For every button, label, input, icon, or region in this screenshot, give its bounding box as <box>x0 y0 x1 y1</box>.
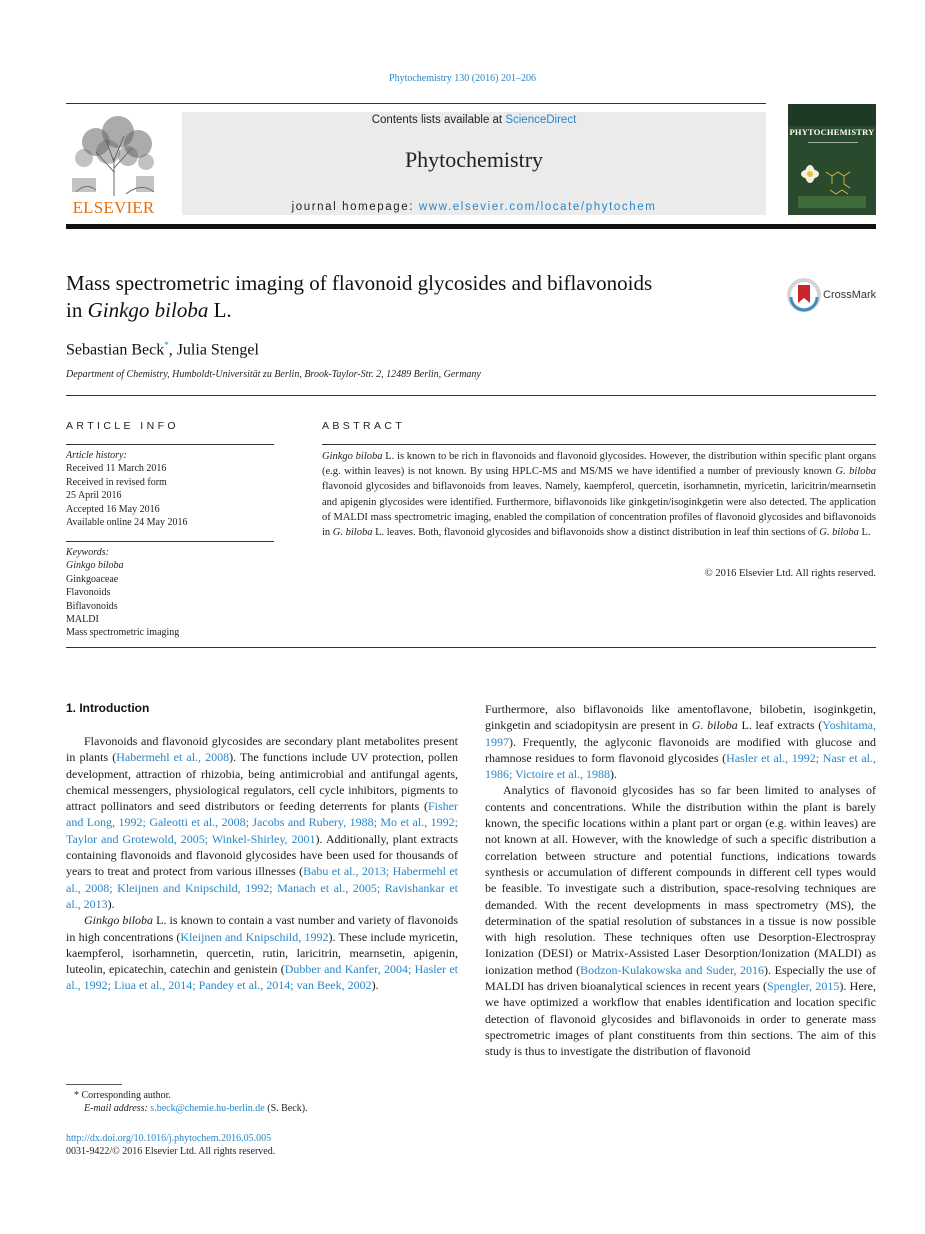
doi-link[interactable]: http://dx.doi.org/10.1016/j.phytochem.2016.05.005 <box>66 1133 272 1144</box>
author-list <box>66 340 259 359</box>
homepage-link[interactable]: www.elsevier.com/locate/phytochem <box>418 201 657 213</box>
abstract-copyright: © 2016 Elsevier Ltd. All rights reserved. <box>704 568 876 579</box>
text-run: Furthermore, also biflavonoids like amentoflavone, bilobetin, isoginkgetin, ginkgetin and sciadopitysin are present in <box>485 702 876 733</box>
email-suffix: (S. Beck). <box>264 1103 308 1115</box>
text-run: ). The functions include UV protection, pollen development, attraction of rhizobia, being antimicrobial and antifungal agents, chemical messengers, physiological regulators, cell cycle inhibitors, pigments to attract pollinators and seed distributors or feeding deterrents for plants ( <box>66 750 458 814</box>
author-separator: , <box>168 341 177 359</box>
citation-link[interactable]: Kleijnen and Knipschild, 1992 <box>180 929 329 944</box>
history-item: Available online 24 May 2016 <box>66 517 188 529</box>
citation-link[interactable]: Spengler, 2015 <box>766 979 840 994</box>
citation-link[interactable]: Habermehl et al., 2008 <box>116 750 230 765</box>
contents-prefix: Contents lists available at <box>371 114 506 126</box>
left-column <box>66 733 458 994</box>
citation-link[interactable]: Dubber and Kanfer, 2004; Hasler et al., 1992; Liua et al., 2014; Pandey et al., 2014; van Beek, 2002 <box>66 962 458 993</box>
keyword-item: Mass spectrometric imaging <box>66 627 180 639</box>
issn-line: 0031-9422/© 2016 Elsevier Ltd. All rights reserved. <box>66 1146 276 1158</box>
cover-flower-icon <box>796 160 868 210</box>
text-run: ). These include myricetin, kaempferol, isorhamnetin, quercetin, rutin, laricitrin, mearnsetin, apigenin, luteolin, epicatechin, catechin and genistein ( <box>66 929 458 977</box>
history-item: Received in revised form <box>66 476 167 488</box>
keyword-item: Biflavonoids <box>66 600 118 612</box>
corresponding-mark[interactable]: * <box>164 340 169 350</box>
sciencedirect-link[interactable]: ScienceDirect <box>505 114 577 126</box>
body-top-rule <box>66 647 876 648</box>
text-run: ). <box>610 767 618 782</box>
keywords-rule <box>66 541 274 542</box>
affiliation: Department of Chemistry, Humboldt-Universität zu Berlin, Brook-Taylor-Str. 2, 12489 Berlin, Germany <box>66 369 481 380</box>
text-run: L. leaf extracts ( <box>737 718 823 733</box>
section-title-introduction: 1. Introduction <box>66 701 150 715</box>
publisher-wordmark: ELSEVIER <box>72 198 155 217</box>
author-beck[interactable]: Sebastian Beck <box>66 341 165 359</box>
abstract-text <box>322 449 876 540</box>
species-name: Ginkgo biloba <box>84 913 154 928</box>
text-run: ). Additionally, plant extracts containing flavonoids and flavonoid glycosides have been used for thousands of years to treat and protect from various illnesses ( <box>66 831 458 879</box>
contents-line <box>182 114 766 126</box>
keyword-item: Flavonoids <box>66 587 111 599</box>
email-note <box>66 1102 308 1115</box>
paragraph <box>485 701 876 782</box>
abstract-species: G. biloba <box>819 527 859 539</box>
abstract-text-part: L. <box>858 527 871 539</box>
title-prefix: in <box>66 298 88 322</box>
crossmark-label[interactable]: CrossMark <box>823 289 877 301</box>
history-item: Received 11 March 2016 <box>66 463 167 475</box>
keyword-item: MALDI <box>66 614 99 626</box>
crossmark-icon[interactable] <box>786 277 822 313</box>
abstract-species: Ginkgo biloba <box>322 451 383 462</box>
abstract-species: G. biloba <box>332 527 373 539</box>
title-line-1: Mass spectrometric imaging of flavonoid glycosides and biflavonoids <box>66 271 653 295</box>
footnote-rule <box>66 1084 122 1085</box>
title-line-2 <box>66 297 766 324</box>
email-label: E-mail address: <box>84 1103 151 1115</box>
paragraph <box>485 782 876 1059</box>
keywords <box>66 546 274 640</box>
footnote <box>66 1089 308 1116</box>
footnote-mark: * <box>74 1090 79 1101</box>
footnote-text: Corresponding author. <box>79 1090 171 1101</box>
citation-link[interactable]: Babu et al., 2013; Habermehl et al., 2008; Kleijnen and Knipschild, 1992; Manach et al., 2005; Ravishankar et al., 2013 <box>66 864 458 911</box>
species-name: G. biloba <box>691 718 738 733</box>
history-item: Accepted 16 May 2016 <box>66 503 160 515</box>
article-title <box>66 270 766 324</box>
corresponding-author-note <box>66 1089 308 1102</box>
abstract-text-part: L. is known to be rich in flavonoids and flavonoid glycosides. However, the distribution within specific plant organs (e.g. within leaves) is not known. By using HPLC-MS and MS/MS we have identified a number of previously known <box>322 451 877 478</box>
keyword-item: Ginkgo biloba <box>66 560 124 572</box>
keywords-label: Keywords: <box>66 547 109 558</box>
keyword-item: Ginkgoaceae <box>66 573 119 585</box>
history-label: Article history: <box>66 450 127 461</box>
cover-band <box>788 104 876 126</box>
author-stengel[interactable]: Julia Stengel <box>176 341 259 359</box>
abstract-text-part: L. leaves. Both, flavonoid glycosides and biflavonoids show a distinct distribution in leaf thin sections of <box>372 527 820 539</box>
citation-link[interactable]: Yoshitama, 1997 <box>485 718 876 749</box>
text-run: ). Especially the use of MALDI has driven bioanalytical sciences in recent years ( <box>485 962 876 994</box>
journal-homepage <box>182 201 766 213</box>
masthead-thick-rule <box>66 224 876 229</box>
title-suffix: L. <box>208 298 232 322</box>
email-link[interactable]: s.beck@chemie.hu-berlin.de <box>150 1103 265 1115</box>
header-rule <box>66 103 766 104</box>
homepage-prefix: journal homepage: <box>291 201 419 213</box>
text-run: Analytics of flavonoid glycosides has so far been limited to analyses of contents and concentrations. While the distribution within the plant is barely known, the specific locations within a plant part or organ (e.g. within leaves) are not known at all. However, with the knowledge of such a specific distribution a correlation between structure and potential functions, indications towards synthesis or accumulation of different compounds in different cell types would be feasible. To investigate such a distribution, space-resolving techniques are demanded. With the recent developments in mass spectrometry (MS), the determination of the spatial resolution of substances in a tissue is now possible with high resolution. These techniques often use Desorption-Electrospray Ionization (DESI) or Matrix-Assisted Laser Desorption/Ionization (MALDI) as ionization method ( <box>485 783 876 977</box>
text-run: ). <box>107 896 115 911</box>
abstract-text-part: flavonoid glycosides and biflavonoids from leaves. Namely, kaempferol, quercetin, isorhamnetin, myricetin, laricitrin/mearnsetin and apigenin glycosides were identified. Furthermore, biflavonoids like ginkgetin/isoginkgetin were also detected. The application of MALDI mass spectrometric imaging, enabled the compilation of concentration profiles of flavonoid glycosides and biflavonoids in <box>322 481 876 539</box>
citation-link[interactable]: Bodzon-Kulakowska and Suder, 2016 <box>580 962 765 977</box>
text-run: ). Frequently, the aglyconic flavonoids are modified with glucose and rhamnose residues to form flavonoid glycosides ( <box>485 734 876 765</box>
cover-title: PHYTOCHEMISTRY <box>789 127 875 137</box>
history-item: 25 April 2016 <box>66 490 122 502</box>
text-run: ). <box>371 978 379 993</box>
article-info-rule <box>66 444 274 445</box>
paragraph <box>66 912 458 993</box>
title-species: Ginkgo biloba <box>87 298 209 322</box>
text-run: L. is known to contain a vast number and variety of flavonoids in high concentrations ( <box>66 913 459 944</box>
abstract-species: G. biloba <box>835 466 876 478</box>
journal-citation[interactable]: Phytochemistry 130 (2016) 201–206 <box>389 73 536 84</box>
paragraph <box>66 733 458 912</box>
doi-block <box>66 1132 275 1159</box>
article-history <box>66 449 274 529</box>
journal-cover <box>788 104 876 215</box>
journal-name: Phytochemistry <box>404 147 544 172</box>
abstract-rule <box>322 444 876 445</box>
abstract-heading: ABSTRACT <box>322 420 406 432</box>
citation-link[interactable]: Fisher and Long, 1992; Galeotti et al., 2008; Jacobs and Rubery, 1988; Mo et al., 1992; Taylor and Grotewold, 2005; Winkel-Shirley, 2001 <box>66 799 458 846</box>
cover-subtitle-rule <box>808 142 858 159</box>
info-top-rule <box>66 395 876 396</box>
text-run: Flavonoids and flavonoid glycosides are secondary plant metabolites present in plants ( <box>66 734 458 765</box>
article-info-heading: ARTICLE INFO <box>66 420 179 432</box>
citation-link[interactable]: Hasler et al., 1992; Nasr et al., 1986; Victoire et al., 1988 <box>485 750 877 782</box>
text-run: ). Here, we have optimized a workflow that enables identification and location specific detection of flavonoid glycosides and biflavonoids in order to generate mass spectrometric images of plant constituents from thin sections. The aim of this study is thus to investigate the distribution of flavonoid <box>485 979 876 1059</box>
right-column <box>485 701 876 1060</box>
